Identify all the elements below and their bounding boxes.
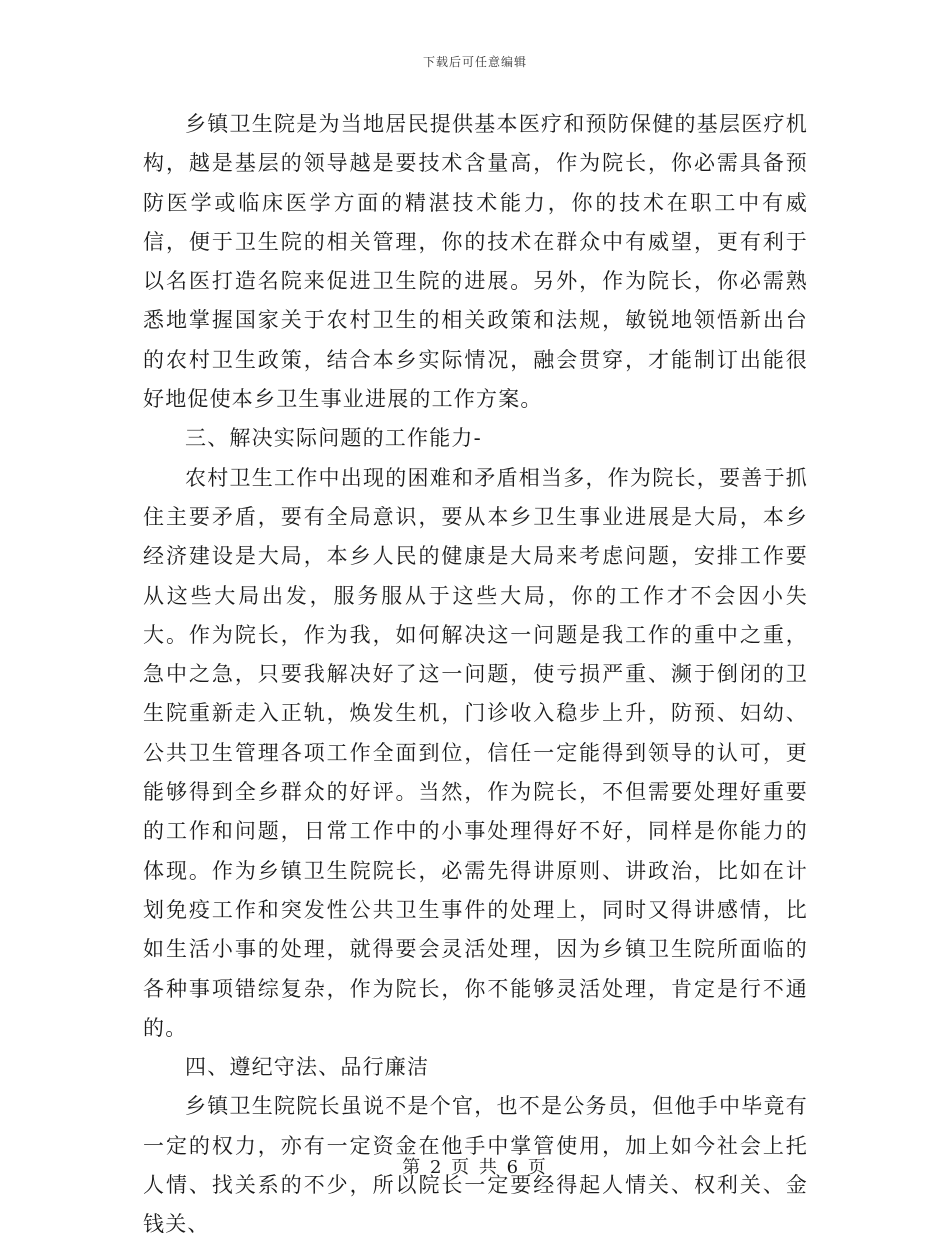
paragraph-hospital-role: 乡镇卫生院是为当地居民提供基本医疗和预防保健的基层医疗机构，越是基层的领导越是要技术含量高，作为院长，你必需具备预防医学或临床医学方面的精湛技术能力，你的技术在职工中有威信，便于卫生院的相关管理，你的技术在群众中有威望，更有利于以名医打造名院来促进卫生院的进展。另外，作为院长，你必需熟悉地掌握国家关于农村卫生的相关政策和法规，敏锐地领悟新出台的农村卫生政策，结合本乡实际情况，融会贯穿，才能制订出能很好地促使本乡卫生事业进展的工作方案。 [143, 112, 808, 412]
page-header-note: 下载后可任意编辑 [422, 55, 527, 69]
section-heading-integrity: 四、遵纪守法、品行廉洁 [185, 1055, 430, 1080]
document-body [143, 105, 808, 1245]
paragraph-problem-solving: 农村卫生工作中出现的困难和矛盾相当多，作为院长，要善于抓住主要矛盾，要有全局意识，要从本乡卫生事业进展是大局，本乡经济建设是大局，本乡人民的健康是大局来考虑问题，安排工作要从这些大局出发，服务服从于这些大局，你的工作才不会因小失大。作为院长，作为我，如何解决这一问题是我工作的重中之重，急中之急，只要我解决好了这一问题，使亏损严重、濒于倒闭的卫生院重新走入正轨，焕发生机，门诊收入稳步上升，防预、妇幼、公共卫生管理各项工作全面到位，信任一定能得到领导的认可，更能够得到全乡群众的好评。当然，作为院长，不但需要处理好重要的工作和问题，日常工作中的小事处理得好不好，同样是你能力的体现。作为乡镇卫生院院长，必需先得讲原则、讲政治，比如在计划免疫工作和突发性公共卫生事件的处理上，同时又得讲感情，比如生活小事的处理，就得要会灵活处理，因为乡镇卫生院所面临的各种事项错综复杂，作为院长，你不能够灵活处理，肯定是行不通的。 [143, 465, 808, 1040]
section-heading-problem-solving: 三、解决实际问题的工作能力- [185, 426, 482, 451]
page-number-footer: 第 2 页 共 6 页 [402, 1157, 548, 1178]
paragraph-integrity: 乡镇卫生院院长虽说不是个官，也不是公务员，但他手中毕竟有一定的权力，亦有一定资金在他手中掌管使用，加上如今社会上托人情、找关系的不少，所以院长一定要经得起人情关、权利关、金钱关、 [143, 1094, 808, 1237]
